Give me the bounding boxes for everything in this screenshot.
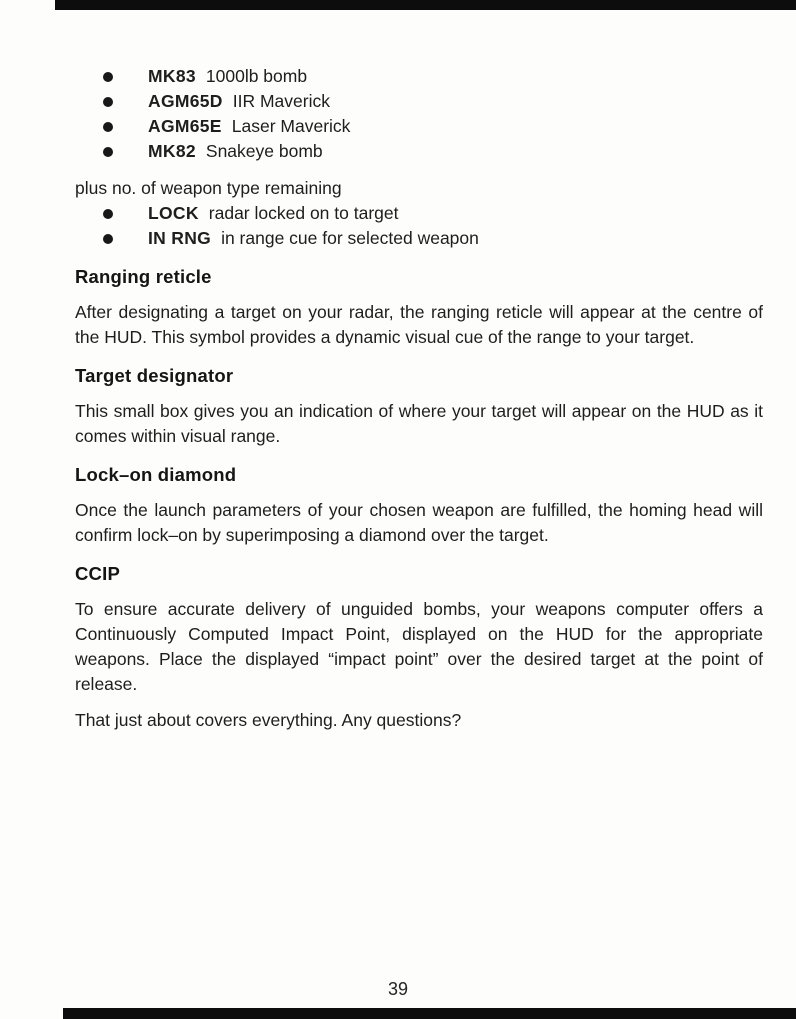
cue-term: LOCK [148, 203, 199, 223]
bullet-icon [103, 234, 113, 244]
scan-edge-bottom [63, 1008, 796, 1019]
scan-edge-top [55, 0, 796, 10]
hud-cue-item [75, 226, 763, 251]
hud-cue-item [75, 201, 763, 226]
section-heading-ranging-reticle: Ranging reticle [75, 266, 212, 287]
section-body-ranging-reticle: After designating a target on your radar, the ranging reticle will appear at the centre of the HUD. This symbol provides a dynamic visual cue of the range to your target. [75, 302, 763, 347]
section-body-ccip: To ensure accurate delivery of unguided bombs, your weapons computer offers a Continuously Computed Impact Point, displayed on the HUD for the appropriate weapons. Place the displayed “impact point” over the desired target at the point of release. [75, 599, 763, 694]
weapon-term: MK82 [148, 141, 196, 161]
section-body-target-designator: This small box gives you an indication of where your target will appear on the HUD as it comes within visual range. [75, 401, 763, 446]
bullet-icon [103, 72, 113, 82]
page-number: 39 [387, 979, 409, 999]
bullet-icon [103, 122, 113, 132]
page-content [75, 64, 763, 733]
weapon-list-item [75, 139, 763, 164]
weapon-list-item [75, 64, 763, 89]
closing-line: That just about covers everything. Any questions? [75, 710, 462, 730]
weapon-list-item [75, 114, 763, 139]
section-heading-lock-on-diamond: Lock–on diamond [75, 464, 237, 485]
weapon-description: Laser Maverick [231, 116, 351, 136]
weapon-list-item [75, 89, 763, 114]
bullet-icon [103, 147, 113, 157]
weapon-description: IIR Maverick [232, 91, 330, 111]
weapon-term: MK83 [148, 66, 196, 86]
weapon-description: 1000lb bomb [205, 66, 308, 86]
weapon-note: plus no. of weapon type remaining [75, 178, 342, 198]
weapon-term: AGM65E [148, 116, 222, 136]
section-body-lock-on-diamond: Once the launch parameters of your chosen weapon are fulfilled, the homing head will confirm lock–on by superimposing a diamond over the target. [75, 500, 763, 545]
cue-description: in range cue for selected weapon [221, 228, 479, 248]
cue-term: IN RNG [148, 228, 212, 248]
weapon-description: Snakeye bomb [205, 141, 323, 161]
section-heading-target-designator: Target designator [75, 365, 234, 386]
bullet-icon [103, 209, 113, 219]
bullet-icon [103, 97, 113, 107]
section-heading-ccip: CCIP [75, 563, 120, 584]
cue-description: radar locked on to target [208, 203, 399, 223]
weapon-term: AGM65D [148, 91, 223, 111]
